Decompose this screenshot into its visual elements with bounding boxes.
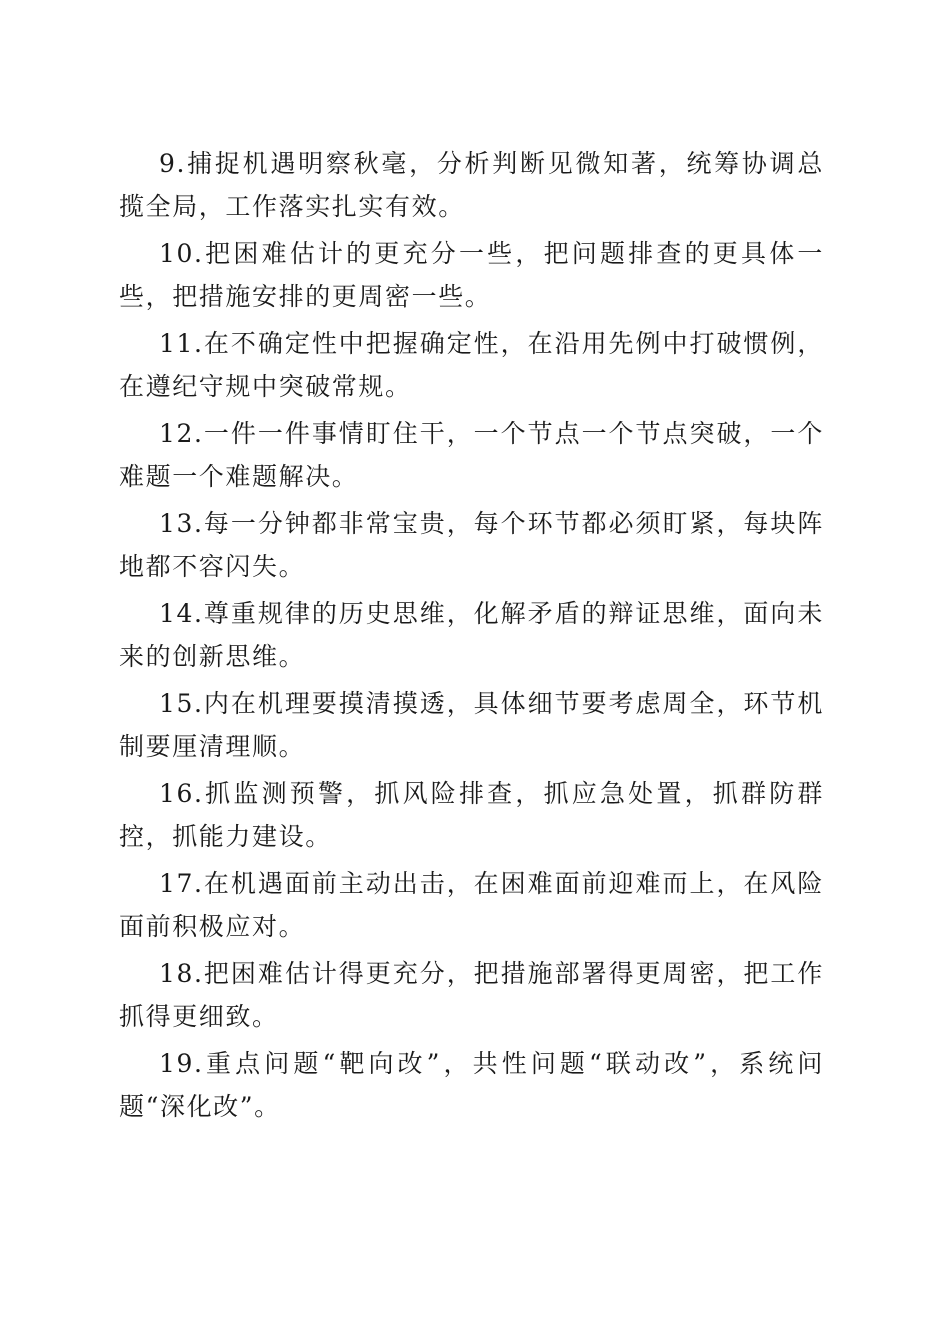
paragraph-11: 11.在不确定性中把握确定性，在沿用先例中打破惯例，在遵纪守规中突破常规。: [119, 329, 824, 401]
paragraph-9: 9.捕捉机遇明察秋毫，分析判断见微知著，统筹协调总揽全局，工作落实扎实有效。: [119, 149, 824, 221]
paragraph-19: 19.重点问题“靶向改”，共性问题“联动改”，系统问题“深化改”。: [119, 1049, 824, 1121]
paragraph-12: 12.一件一件事情盯住干，一个节点一个节点突破，一个难题一个难题解决。: [119, 419, 824, 491]
paragraph-16: 16.抓监测预警，抓风险排查，抓应急处置，抓群防群控，抓能力建设。: [119, 779, 824, 851]
paragraph-10: 10.把困难估计的更充分一些，把问题排查的更具体一些，把措施安排的更周密一些。: [119, 239, 824, 311]
paragraph-17: 17.在机遇面前主动出击，在困难面前迎难而上，在风险面前积极应对。: [119, 869, 824, 941]
paragraph-14: 14.尊重规律的历史思维，化解矛盾的辩证思维，面向未来的创新思维。: [119, 599, 824, 671]
paragraph-15: 15.内在机理要摸清摸透，具体细节要考虑周全，环节机制要厘清理顺。: [119, 689, 824, 761]
document-body: [119, 142, 824, 1132]
paragraph-18: 18.把困难估计得更充分，把措施部署得更周密，把工作抓得更细致。: [119, 959, 824, 1031]
paragraph-13: 13.每一分钟都非常宝贵，每个环节都必须盯紧，每块阵地都不容闪失。: [119, 509, 824, 581]
